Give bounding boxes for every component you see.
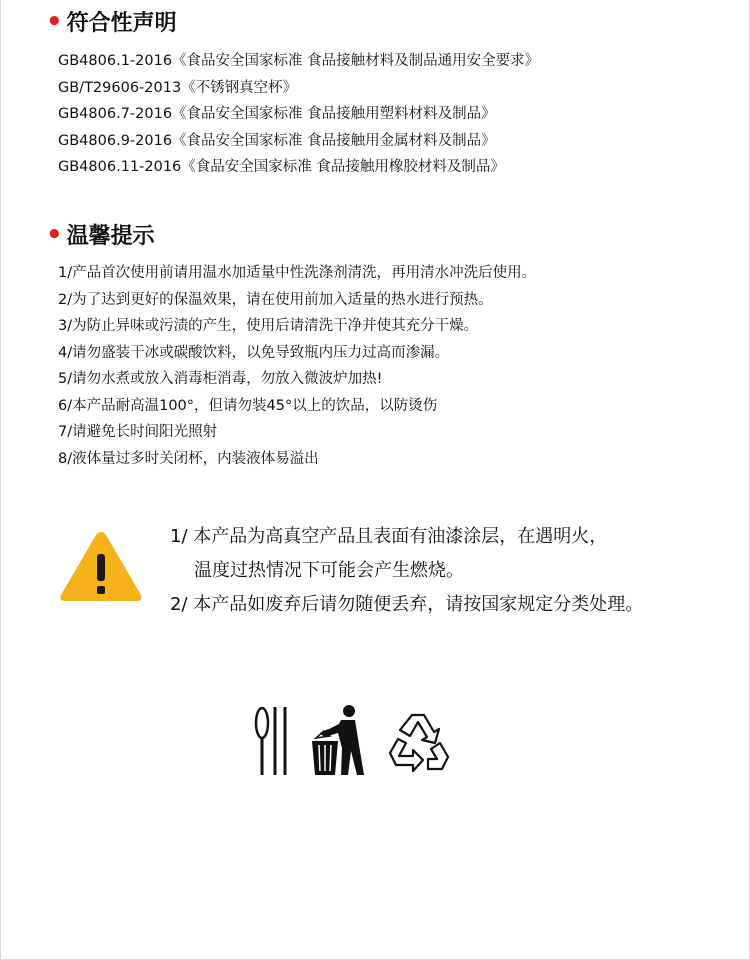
food-contact-icon: [254, 703, 294, 777]
warning-line: 2/ 本产品如废弃后请勿随便丢弃，请按国家规定分类处理。: [170, 594, 644, 615]
compliance-line: GB4806.9-2016《食品安全国家标准 食品接触用金属材料及制品》: [58, 132, 496, 149]
tip-item: 3/为防止异味或污渍的产生，使用后请清洗干净并使其充分干燥。: [58, 318, 479, 334]
compliance-line: GB4806.1-2016《食品安全国家标准 食品接触材料及制品通用安全要求》: [58, 53, 540, 69]
tip-item: 4/请勿盛装干冰或碳酸饮料，以免导致瓶内压力过高而渗漏。: [58, 344, 450, 361]
tip-item: 1/产品首次使用前请用温水加适量中性洗涤剂清洗，再用清水冲洗后使用。: [58, 265, 537, 281]
tip-item: 6/本产品耐高温100°，但请勿装45°以上的饮品，以防烫伤: [58, 397, 438, 414]
tips-heading: [46, 219, 155, 250]
tip-item: 7/请避免长时间阳光照射: [58, 424, 218, 440]
warning-line: 1/ 本产品为高真空产品且表面有油漆涂层，在遇明火，: [170, 526, 608, 547]
tip-item: 2/为了达到更好的保温效果，请在使用前加入适量的热水进行预热。: [58, 291, 493, 308]
compliance-list: [58, 48, 539, 181]
symbol-icons: [254, 703, 454, 777]
warning-triangle-icon: [58, 528, 144, 604]
compliance-line: GB4806.7-2016《食品安全国家标准 食品接触用塑料材料及制品》: [58, 106, 496, 122]
warning-line: 温度过热情况下可能会产生燃烧。: [194, 560, 464, 581]
bullet-dot-icon: •: [46, 6, 63, 37]
compliance-heading: [46, 6, 177, 37]
tip-item: 8/液体量过多时关闭杯，内装液体易溢出: [58, 450, 319, 467]
tip-item: 5/请勿水煮或放入消毒柜消毒，勿放入微波炉加热!: [58, 371, 383, 387]
tidyman-litter-icon: [308, 703, 368, 777]
bullet-dot-icon: •: [46, 219, 63, 250]
compliance-line: GB4806.11-2016《食品安全国家标准 食品接触用橡胶材料及制品》: [58, 159, 505, 175]
tips-title: 温馨提示: [66, 224, 155, 249]
tips-list: [58, 260, 536, 472]
warning-text-block: [170, 520, 643, 622]
recycle-icon: [382, 709, 454, 777]
compliance-title: 符合性声明: [66, 11, 177, 36]
compliance-line: GB/T29606-2013《不锈钢真空杯》: [58, 79, 298, 96]
